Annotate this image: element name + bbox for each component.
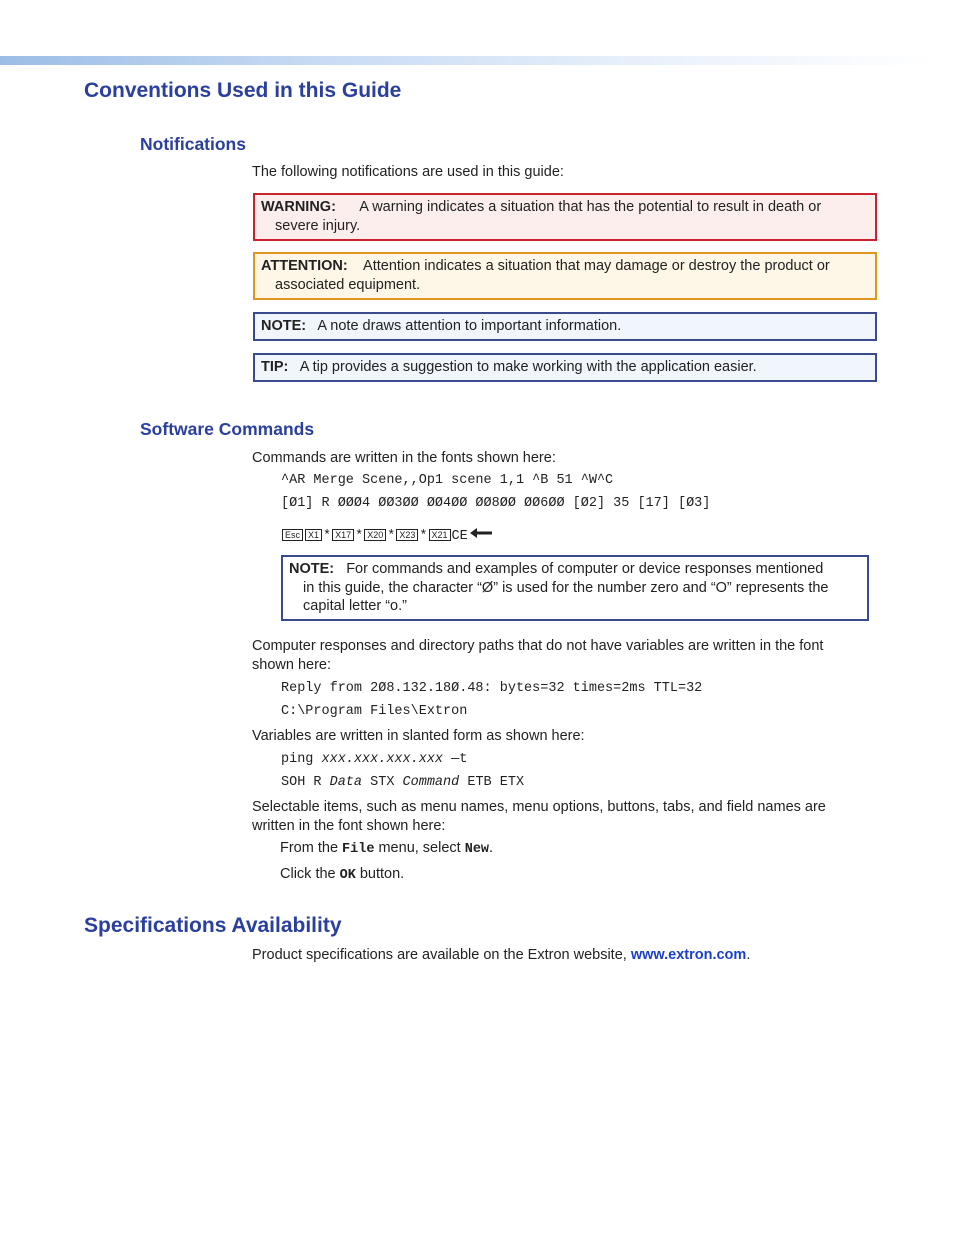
var2-part-b: STX (362, 775, 403, 790)
section-title-conventions: Conventions Used in this Guide (84, 79, 402, 102)
ex2-part-b: button. (355, 866, 405, 882)
asterisk: * (387, 529, 396, 544)
x20-key-glyph: X20 (364, 529, 386, 541)
note-label: NOTE: (261, 318, 307, 334)
command-example-1: ^AR Merge Scene,,Op1 scene 1,1 ^B 51 ^W^C (281, 473, 614, 488)
warning-box (253, 193, 877, 241)
variables-intro: Variables are written in slanted form as shown here: (252, 728, 585, 744)
specs-end: . (746, 947, 751, 963)
ex1-part-b: menu, select (374, 840, 465, 856)
note2-line3: capital letter “o.” (303, 598, 407, 614)
specifications-text (252, 946, 750, 965)
x21-key-glyph: X21 (429, 529, 451, 541)
attention-text-line1: Attention indicates a situation that may damage or destroy the product or (363, 258, 830, 274)
attention-box (253, 252, 877, 300)
attention-text-line2: associated equipment. (275, 276, 421, 293)
ex1-part-c: . (489, 840, 494, 856)
tip-label: TIP: (261, 359, 289, 375)
warning-label: WARNING: (261, 199, 336, 215)
variable-example-2 (281, 775, 524, 790)
asterisk: * (355, 529, 364, 544)
attention-label: ATTENTION: (261, 258, 348, 274)
selectable-intro-line2: written in the font shown here: (252, 817, 446, 834)
var1-prefix: ping (281, 752, 322, 767)
var1-suffix: —t (443, 752, 468, 767)
header-gradient-bar (0, 56, 940, 65)
note2-label: NOTE: (289, 561, 335, 577)
commands-intro: Commands are written in the fonts shown here: (252, 450, 556, 466)
asterisk: * (419, 529, 428, 544)
notifications-intro: The following notifications are used in this guide: (252, 164, 564, 180)
selectable-intro-line1: Selectable items, such as menu names, menu options, buttons, tabs, and field names are (252, 799, 826, 815)
tip-box (253, 353, 877, 382)
responses-intro-line1: Computer responses and directory paths that do not have variables are written in the font (252, 638, 824, 654)
note-text: A note draws attention to important information. (317, 318, 622, 334)
command-example-keys (281, 528, 492, 544)
x23-key-glyph: X23 (396, 529, 418, 541)
var1-variable: xxx.xxx.xxx.xxx (321, 752, 444, 767)
x17-key-glyph: X17 (332, 529, 354, 541)
file-menu-name: File (342, 842, 375, 857)
ex1-part-a: From the (280, 840, 343, 856)
responses-intro (252, 637, 872, 674)
command-example-2: [Ø1] R ØØØ4 ØØ3ØØ ØØ4ØØ ØØ8ØØ ØØ6ØØ [Ø2] 35 [17] [Ø3] (281, 496, 711, 511)
response-example-1: Reply from 2Ø8.132.18Ø.48: bytes=32 times=2ms TTL=32 (281, 681, 703, 696)
esc-key-glyph: Esc (282, 529, 303, 541)
x1-key-glyph: X1 (305, 529, 322, 541)
ce-text: CE (451, 529, 468, 544)
carriage-return-arrow-icon (470, 528, 492, 538)
ok-button-name: OK (339, 868, 356, 883)
selectable-intro (252, 798, 872, 835)
warning-text-line2: severe injury. (275, 217, 361, 234)
var2-data: Data (329, 775, 363, 790)
var2-command: Command (402, 775, 460, 790)
subsection-title-software-commands: Software Commands (140, 419, 315, 439)
extron-website-link[interactable]: www.extron.com (630, 947, 747, 963)
asterisk: * (323, 529, 332, 544)
tip-text: A tip provides a suggestion to make working with the application easier. (299, 359, 757, 375)
response-example-2: C:\Program Files\Extron (281, 704, 468, 719)
note2-line2: in this guide, the character “Ø” is used for the number zero and “O” represents the (303, 579, 829, 596)
new-menu-option: New (464, 842, 490, 857)
ex2-part-a: Click the (280, 866, 340, 882)
responses-intro-line2: shown here: (252, 656, 331, 673)
note2-line1: For commands and examples of computer or device responses mentioned (346, 561, 824, 577)
selectable-example-1 (280, 839, 493, 860)
warning-text-line1: A warning indicates a situation that has the potential to result in death or (359, 199, 822, 215)
var2-part-c: ETB ETX (459, 775, 525, 790)
variable-example-1 (281, 752, 467, 767)
note-box-characters (281, 555, 869, 621)
note-box (253, 312, 877, 341)
section-title-specifications: Specifications Availability (84, 914, 342, 937)
selectable-example-2 (280, 865, 404, 886)
specs-text: Product specifications are available on the Extron website, (252, 947, 631, 963)
var2-part-a: SOH R (281, 775, 330, 790)
subsection-title-notifications: Notifications (140, 134, 246, 154)
